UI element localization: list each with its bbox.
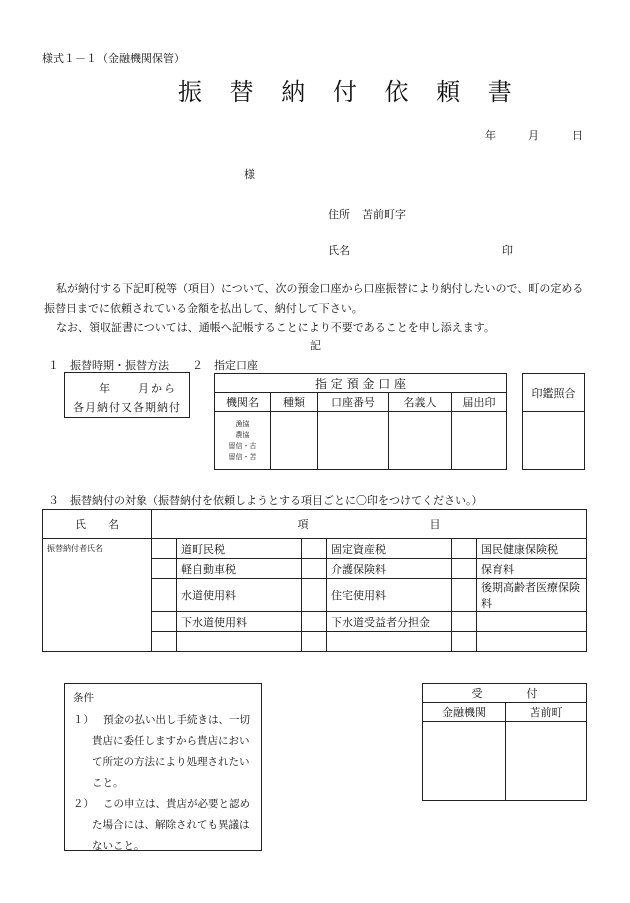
registered-seal-field[interactable] — [452, 412, 507, 470]
form-id: 様式１－１（金融機関保管） — [42, 52, 185, 65]
circle-mark-cell[interactable] — [302, 579, 327, 612]
circle-mark-cell[interactable] — [302, 539, 327, 559]
condition-line: 預金の払い出し手続きは、一切 — [103, 714, 250, 726]
date-year-label: 年 — [485, 129, 496, 142]
seal-label: 印 — [502, 244, 513, 257]
circle-mark-cell[interactable] — [152, 539, 177, 559]
date-month-label: 月 — [528, 129, 539, 142]
institution-option[interactable]: 留信・苫 — [228, 452, 257, 461]
condition-line: こと。 — [92, 777, 124, 789]
payer-name-cell[interactable] — [43, 539, 152, 652]
payment-method-line: 各月納付又各期納付 — [73, 401, 181, 414]
receipt-town-field[interactable] — [506, 722, 587, 801]
item-label: 道町民税 — [177, 539, 302, 559]
circle-mark-cell[interactable] — [452, 559, 477, 579]
address-label: 住所 — [328, 208, 350, 221]
item-label: 後期高齢者医療保険料 — [477, 579, 587, 612]
circle-mark-cell[interactable] — [152, 612, 177, 632]
circle-mark-cell[interactable] — [152, 579, 177, 612]
addressee-suffix: 様 — [244, 168, 255, 181]
column-header: 種類 — [271, 393, 318, 412]
column-header: 届出印 — [452, 393, 507, 412]
seal-check-field[interactable] — [523, 412, 585, 470]
receipt-bank-field[interactable] — [423, 722, 506, 801]
condition-line: 貴店に委任しますから貴店におい — [92, 735, 250, 747]
circle-mark-cell[interactable] — [152, 559, 177, 579]
payment-start-line: 年 月から — [99, 382, 177, 395]
institution-options[interactable] — [215, 412, 271, 470]
institution-option[interactable]: 農協 — [235, 430, 250, 439]
circle-mark-cell[interactable] — [302, 559, 327, 579]
item-label: 軽自動車税 — [177, 559, 302, 579]
ki-mark: 記 — [310, 339, 321, 352]
section3-heading: ３ 振替納付の対象（振替納付を依頼しようとする項目ごとに〇印をつけてください。） — [48, 494, 483, 507]
body-paragraph: なお、領収証書については、通帳へ記帳することにより不要であることを申し添えます。 — [56, 321, 495, 334]
date-day-label: 日 — [572, 129, 583, 142]
column-header: 口座番号 — [318, 393, 389, 412]
circle-mark-cell[interactable] — [452, 579, 477, 612]
condition-line: この申立は、貴店が必要と認め — [103, 798, 250, 810]
condition-number: １） — [73, 714, 94, 726]
conditions-title: 条件 — [73, 692, 94, 704]
circle-mark-cell[interactable] — [152, 632, 177, 652]
name-column-header: 氏 名 — [43, 510, 152, 539]
payer-name-label: 振替納付者氏名 — [47, 544, 103, 553]
circle-mark-cell[interactable] — [302, 612, 327, 632]
page-title: 振 替 納 付 依 頼 書 — [178, 78, 522, 106]
receipt-bank-header: 金融機関 — [423, 703, 506, 722]
condition-number: ２） — [73, 798, 94, 810]
account-holder-field[interactable] — [389, 412, 452, 470]
item-label: 住宅使用料 — [327, 579, 452, 612]
account-table-title: 指 定 預 金 口 座 — [215, 374, 507, 393]
blank-item-cell[interactable] — [477, 632, 587, 652]
circle-mark-cell[interactable] — [302, 632, 327, 652]
item-label — [477, 612, 587, 632]
account-number-field[interactable] — [318, 412, 389, 470]
account-type-field[interactable] — [271, 412, 318, 470]
column-header: 名義人 — [389, 393, 452, 412]
blank-item-cell[interactable] — [177, 632, 302, 652]
designated-account-table — [214, 373, 507, 470]
target-items-table — [42, 509, 587, 652]
seal-check-table — [522, 373, 585, 470]
name-label: 氏名 — [328, 244, 350, 257]
body-paragraph: 振替日までに依頼されている金額を払出して、納付して下さい。 — [44, 302, 363, 315]
item-label: 国民健康保険税 — [477, 539, 587, 559]
condition-line: た場合には、解除されても異議は — [92, 819, 250, 831]
item-column-header: 項 目 — [152, 510, 587, 539]
condition-line: ないこと。 — [92, 840, 145, 852]
item-label: 保育料 — [477, 559, 587, 579]
conditions-box — [64, 683, 262, 851]
column-header: 機関名 — [215, 393, 271, 412]
address-value: 苫前町字 — [362, 208, 406, 221]
item-label: 固定資産税 — [327, 539, 452, 559]
item-label: 水道使用料 — [177, 579, 302, 612]
institution-option[interactable]: 留信・古 — [228, 441, 257, 450]
payment-timing-box — [64, 372, 190, 418]
blank-item-cell[interactable] — [327, 632, 452, 652]
item-label: 介護保険料 — [327, 559, 452, 579]
circle-mark-cell[interactable] — [452, 632, 477, 652]
item-label: 下水道受益者分担金 — [327, 612, 452, 632]
body-paragraph: 私が納付する下記町税等（項目）について、次の預金口座から口座振替により納付したいので、町の定める — [56, 282, 584, 295]
circle-mark-cell[interactable] — [452, 539, 477, 559]
institution-option[interactable]: 漁協 — [235, 419, 250, 428]
receipt-town-header: 苫前町 — [506, 703, 587, 722]
section2-heading: ２ 指定口座 — [192, 359, 258, 372]
receipt-title: 受 付 — [423, 684, 587, 703]
section1-heading: １ 振替時期・振替方法 — [48, 359, 169, 372]
circle-mark-cell[interactable] — [452, 612, 477, 632]
receipt-table — [422, 683, 587, 801]
condition-line: て所定の方法により処理されたい — [92, 756, 250, 768]
item-label: 下水道使用料 — [177, 612, 302, 632]
seal-check-label: 印鑑照合 — [523, 374, 585, 412]
